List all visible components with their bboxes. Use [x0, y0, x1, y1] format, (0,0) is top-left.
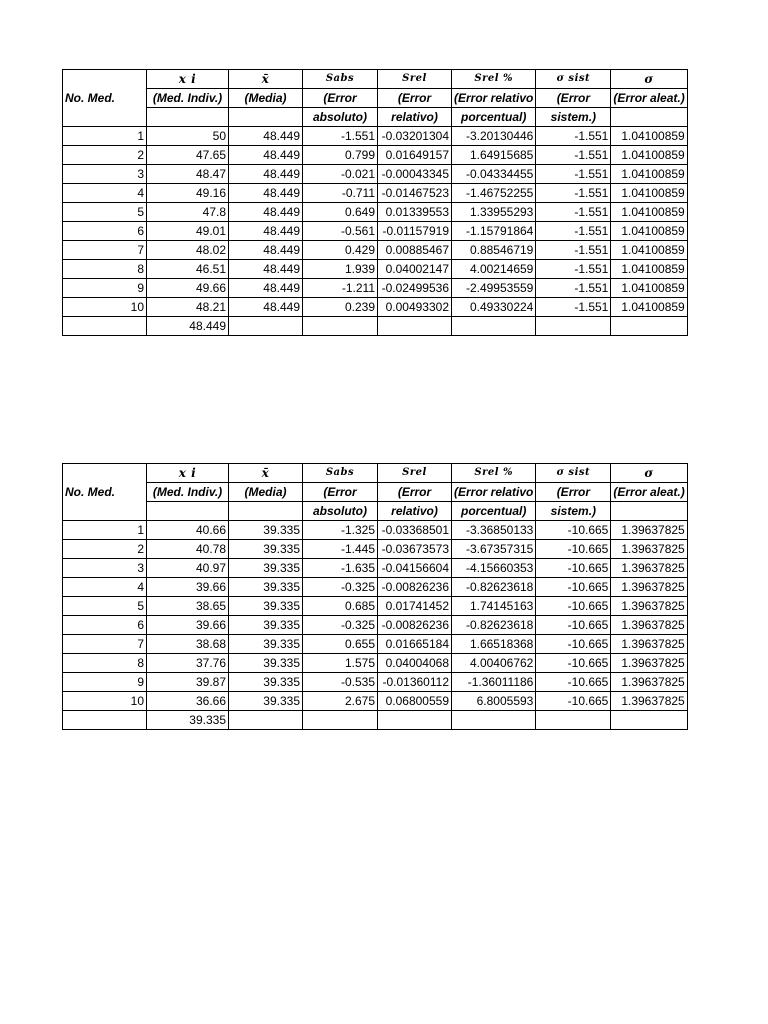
table-cell: 48.47: [147, 165, 229, 184]
measurement-number: 2: [63, 146, 147, 165]
table-cell: 1.33955293: [452, 203, 536, 222]
measurement-number: 8: [63, 654, 147, 673]
empty-cell: [229, 317, 303, 336]
table-cell: 49.16: [147, 184, 229, 203]
table-cell: 1.04100859: [611, 222, 687, 241]
table-cell: -2.49953559: [452, 279, 536, 298]
table-row: [63, 654, 688, 673]
table-cell: -0.04156604: [378, 559, 452, 578]
table-cell: -10.665: [536, 540, 611, 559]
header-no-med: No. Med.: [63, 70, 147, 127]
subheader-cell: sistem.): [536, 502, 611, 521]
table-row: [63, 673, 688, 692]
measurement-number: 6: [63, 616, 147, 635]
table-cell: -1.325: [303, 521, 378, 540]
table-cell: 48.449: [229, 298, 303, 317]
table-row: [63, 146, 688, 165]
table-cell: 0.649: [303, 203, 378, 222]
measurement-number: 1: [63, 521, 147, 540]
table-cell: -0.04334455: [452, 165, 536, 184]
table-header: [63, 70, 688, 127]
subheader-row-2: [63, 502, 688, 521]
table-cell: -1.635: [303, 559, 378, 578]
table-cell: -10.665: [536, 597, 611, 616]
table-cell: 36.66: [147, 692, 229, 711]
table-cell: -1.551: [303, 127, 378, 146]
table-cell: 1.04100859: [611, 184, 687, 203]
table-cell: 1.04100859: [611, 165, 687, 184]
table-cell: 1.39637825: [611, 654, 687, 673]
subheader-cell: [147, 108, 229, 127]
header-xbar: x̄: [229, 464, 303, 483]
table-cell: 1.04100859: [611, 279, 687, 298]
table-cell: 0.04004068: [378, 654, 452, 673]
table-cell: 1.04100859: [611, 146, 687, 165]
table-cell: 47.65: [147, 146, 229, 165]
header-sabs: Sabs: [303, 464, 378, 483]
table-cell: 47.8: [147, 203, 229, 222]
empty-cell: [303, 317, 378, 336]
subheader-row-2: [63, 108, 688, 127]
table-cell: -3.67357315: [452, 540, 536, 559]
table-cell: 1.39637825: [611, 521, 687, 540]
table-cell: -10.665: [536, 616, 611, 635]
measurement-number: 5: [63, 597, 147, 616]
table-row: [63, 127, 688, 146]
subheader-cell: [611, 502, 687, 521]
table-cell: -0.325: [303, 578, 378, 597]
table-cell: -0.82623618: [452, 616, 536, 635]
table-cell: -0.01467523: [378, 184, 452, 203]
table-cell: 37.76: [147, 654, 229, 673]
subheader-cell: (Media): [229, 89, 303, 108]
table-cell: -0.82623618: [452, 578, 536, 597]
data-rows: [63, 521, 688, 711]
empty-cell: [229, 711, 303, 730]
measurement-number: 10: [63, 298, 147, 317]
table-row: [63, 184, 688, 203]
table-cell: 1.575: [303, 654, 378, 673]
header-srel: Srel: [378, 70, 452, 89]
table-cell: 39.335: [229, 692, 303, 711]
table-cell: -1.46752255: [452, 184, 536, 203]
table-cell: -1.551: [536, 222, 611, 241]
table-cell: -0.021: [303, 165, 378, 184]
table-cell: 48.449: [229, 146, 303, 165]
subheader-cell: (Error: [536, 483, 611, 502]
table-cell: 0.429: [303, 241, 378, 260]
table-cell: 49.01: [147, 222, 229, 241]
table-cell: 38.65: [147, 597, 229, 616]
subheader-cell: [611, 108, 687, 127]
subheader-cell: absoluto): [303, 108, 378, 127]
table-cell: 6.8005593: [452, 692, 536, 711]
table-cell: 38.68: [147, 635, 229, 654]
table-row: [63, 635, 688, 654]
subheader-cell: porcentual): [452, 502, 536, 521]
table-cell: 0.01741452: [378, 597, 452, 616]
table-cell: 49.66: [147, 279, 229, 298]
table-cell: -1.36011186: [452, 673, 536, 692]
measurement-number: 9: [63, 673, 147, 692]
table-cell: 48.449: [229, 184, 303, 203]
subheader-cell: relativo): [378, 502, 452, 521]
measurement-number: 2: [63, 540, 147, 559]
measurement-number: 5: [63, 203, 147, 222]
subheader-cell: (Error: [303, 89, 378, 108]
table-cell: -0.535: [303, 673, 378, 692]
measurement-number: 9: [63, 279, 147, 298]
table-cell: 0.239: [303, 298, 378, 317]
table-cell: -0.03673573: [378, 540, 452, 559]
table-cell: 48.21: [147, 298, 229, 317]
table-cell: 48.449: [229, 203, 303, 222]
table-cell: 1.74145163: [452, 597, 536, 616]
table-cell: 1.39637825: [611, 692, 687, 711]
mean-row: [63, 711, 688, 730]
table-cell: 48.02: [147, 241, 229, 260]
table-cell: 1.04100859: [611, 241, 687, 260]
subheader-cell: (Error: [536, 89, 611, 108]
empty-cell: [63, 711, 147, 730]
table-cell: 1.04100859: [611, 298, 687, 317]
table-cell: 0.01339553: [378, 203, 452, 222]
empty-cell: [378, 317, 452, 336]
table-cell: 1.04100859: [611, 260, 687, 279]
table-cell: 0.04002147: [378, 260, 452, 279]
measurement-number: 8: [63, 260, 147, 279]
table-cell: -1.551: [536, 184, 611, 203]
table-cell: -1.551: [536, 127, 611, 146]
mean-value: 39.335: [147, 711, 229, 730]
table-cell: -1.551: [536, 203, 611, 222]
header-no-med: No. Med.: [63, 464, 147, 521]
table-cell: 39.335: [229, 616, 303, 635]
table-cell: -10.665: [536, 559, 611, 578]
subheader-cell: (Media): [229, 483, 303, 502]
measurement-number: 4: [63, 184, 147, 203]
table-row: [63, 298, 688, 317]
header-xi: x i: [147, 70, 229, 89]
mean-row: [63, 317, 688, 336]
mean-value: 48.449: [147, 317, 229, 336]
table-cell: 4.00214659: [452, 260, 536, 279]
table-cell: -10.665: [536, 654, 611, 673]
measurement-number: 6: [63, 222, 147, 241]
table-cell: 39.66: [147, 578, 229, 597]
table-cell: -3.20130446: [452, 127, 536, 146]
subheader-cell: (Error: [303, 483, 378, 502]
table-cell: 39.335: [229, 540, 303, 559]
table-cell: 48.449: [229, 279, 303, 298]
table-cell: 4.00406762: [452, 654, 536, 673]
table-cell: -10.665: [536, 578, 611, 597]
table-cell: 39.335: [229, 673, 303, 692]
subheader-cell: [229, 502, 303, 521]
table-cell: 2.675: [303, 692, 378, 711]
table-cell: -4.15660353: [452, 559, 536, 578]
empty-cell: [452, 317, 536, 336]
table-cell: -10.665: [536, 635, 611, 654]
table-cell: -0.03368501: [378, 521, 452, 540]
table-cell: -1.551: [536, 146, 611, 165]
table-cell: 39.66: [147, 616, 229, 635]
table-cell: -3.36850133: [452, 521, 536, 540]
table-cell: 48.449: [229, 222, 303, 241]
table-cell: 48.449: [229, 241, 303, 260]
table-header: [63, 464, 688, 521]
table-row: [63, 260, 688, 279]
subheader-cell: absoluto): [303, 502, 378, 521]
table-cell: 48.449: [229, 165, 303, 184]
table-row: [63, 692, 688, 711]
subheader-cell: sistem.): [536, 108, 611, 127]
measurement-number: 3: [63, 165, 147, 184]
table-cell: 1.04100859: [611, 127, 687, 146]
subheader-cell: (Error aleat.): [611, 89, 687, 108]
table-cell: -0.561: [303, 222, 378, 241]
measurement-number: 10: [63, 692, 147, 711]
table-cell: -0.01157919: [378, 222, 452, 241]
header-srel-pct: Srel %: [452, 70, 536, 89]
data-rows: [63, 127, 688, 317]
table-cell: 39.335: [229, 597, 303, 616]
table-cell: 0.88546719: [452, 241, 536, 260]
header-sigma-sist: σ sist: [536, 70, 611, 89]
empty-cell: [536, 711, 611, 730]
table-cell: 1.39637825: [611, 540, 687, 559]
header-srel-pct: Srel %: [452, 464, 536, 483]
subheader-cell: (Error relativo: [452, 89, 536, 108]
table-cell: 0.49330224: [452, 298, 536, 317]
empty-cell: [378, 711, 452, 730]
table-cell: 0.799: [303, 146, 378, 165]
table-row: [63, 222, 688, 241]
table-row: [63, 279, 688, 298]
table-cell: -0.711: [303, 184, 378, 203]
table-cell: 48.449: [229, 127, 303, 146]
subheader-cell: porcentual): [452, 108, 536, 127]
empty-cell: [452, 711, 536, 730]
table-cell: -1.445: [303, 540, 378, 559]
table-cell: 1.04100859: [611, 203, 687, 222]
subheader-cell: (Error relativo: [452, 483, 536, 502]
table-row: [63, 241, 688, 260]
table-cell: 0.00493302: [378, 298, 452, 317]
subheader-cell: relativo): [378, 108, 452, 127]
table-cell: 1.39637825: [611, 673, 687, 692]
table-cell: -0.01360112: [378, 673, 452, 692]
table-cell: -0.02499536: [378, 279, 452, 298]
measurements-table-2: [62, 463, 688, 730]
table-cell: 39.335: [229, 654, 303, 673]
measurement-number: 4: [63, 578, 147, 597]
table-cell: 40.66: [147, 521, 229, 540]
subheader-cell: (Med. Indiv.): [147, 483, 229, 502]
header-sigma: σ: [611, 70, 687, 89]
table-cell: 1.39637825: [611, 597, 687, 616]
table-cell: 1.39637825: [611, 635, 687, 654]
empty-cell: [536, 317, 611, 336]
header-srel: Srel: [378, 464, 452, 483]
subheader-cell: (Error: [378, 89, 452, 108]
subheader-cell: (Error aleat.): [611, 483, 687, 502]
table-cell: -0.00826236: [378, 578, 452, 597]
mean-row: [63, 711, 688, 730]
table-row: [63, 578, 688, 597]
subheader-cell: [147, 502, 229, 521]
empty-cell: [303, 711, 378, 730]
table-row: [63, 165, 688, 184]
table-cell: 39.335: [229, 578, 303, 597]
table-cell: -1.551: [536, 241, 611, 260]
empty-cell: [611, 317, 687, 336]
table-cell: -0.03201304: [378, 127, 452, 146]
table-cell: 0.01649157: [378, 146, 452, 165]
table-row: [63, 616, 688, 635]
table-cell: -10.665: [536, 673, 611, 692]
measurements-table-1: [62, 69, 688, 336]
table-cell: 39.335: [229, 559, 303, 578]
table-cell: 1.39637825: [611, 578, 687, 597]
table-cell: 48.449: [229, 260, 303, 279]
table-cell: -10.665: [536, 692, 611, 711]
table-cell: 1.39637825: [611, 559, 687, 578]
table-cell: 39.335: [229, 521, 303, 540]
header-xi: x i: [147, 464, 229, 483]
table-cell: -1.551: [536, 260, 611, 279]
table-cell: -1.211: [303, 279, 378, 298]
table-cell: 1.66518368: [452, 635, 536, 654]
measurement-number: 7: [63, 241, 147, 260]
table-cell: 39.87: [147, 673, 229, 692]
measurement-number: 3: [63, 559, 147, 578]
subheader-cell: (Error: [378, 483, 452, 502]
table-cell: -0.00043345: [378, 165, 452, 184]
table-cell: 1.64915685: [452, 146, 536, 165]
table-cell: 1.939: [303, 260, 378, 279]
table-row: [63, 540, 688, 559]
measurement-number: 1: [63, 127, 147, 146]
table-cell: -1.551: [536, 165, 611, 184]
table-cell: 39.335: [229, 635, 303, 654]
subheader-row-1: [63, 89, 688, 108]
mean-row: [63, 317, 688, 336]
subheader-cell: (Med. Indiv.): [147, 89, 229, 108]
table-cell: 0.655: [303, 635, 378, 654]
table-row: [63, 559, 688, 578]
table-cell: 1.39637825: [611, 616, 687, 635]
header-sigma: σ: [611, 464, 687, 483]
empty-cell: [611, 711, 687, 730]
table-cell: -0.325: [303, 616, 378, 635]
table-row: [63, 203, 688, 222]
table-cell: 46.51: [147, 260, 229, 279]
table-cell: 0.00885467: [378, 241, 452, 260]
table-cell: 40.78: [147, 540, 229, 559]
header-xbar: x̄: [229, 70, 303, 89]
table-cell: -1.551: [536, 298, 611, 317]
table-cell: 0.685: [303, 597, 378, 616]
table-cell: 0.01665184: [378, 635, 452, 654]
subheader-cell: [229, 108, 303, 127]
table-cell: 50: [147, 127, 229, 146]
table-row: [63, 521, 688, 540]
measurement-number: 7: [63, 635, 147, 654]
table-cell: -1.15791864: [452, 222, 536, 241]
table-cell: 0.06800559: [378, 692, 452, 711]
table-cell: -0.00826236: [378, 616, 452, 635]
subheader-row-1: [63, 483, 688, 502]
table-cell: 40.97: [147, 559, 229, 578]
header-sigma-sist: σ sist: [536, 464, 611, 483]
table-row: [63, 597, 688, 616]
header-sabs: Sabs: [303, 70, 378, 89]
empty-cell: [63, 317, 147, 336]
table-cell: -10.665: [536, 521, 611, 540]
table-cell: -1.551: [536, 279, 611, 298]
